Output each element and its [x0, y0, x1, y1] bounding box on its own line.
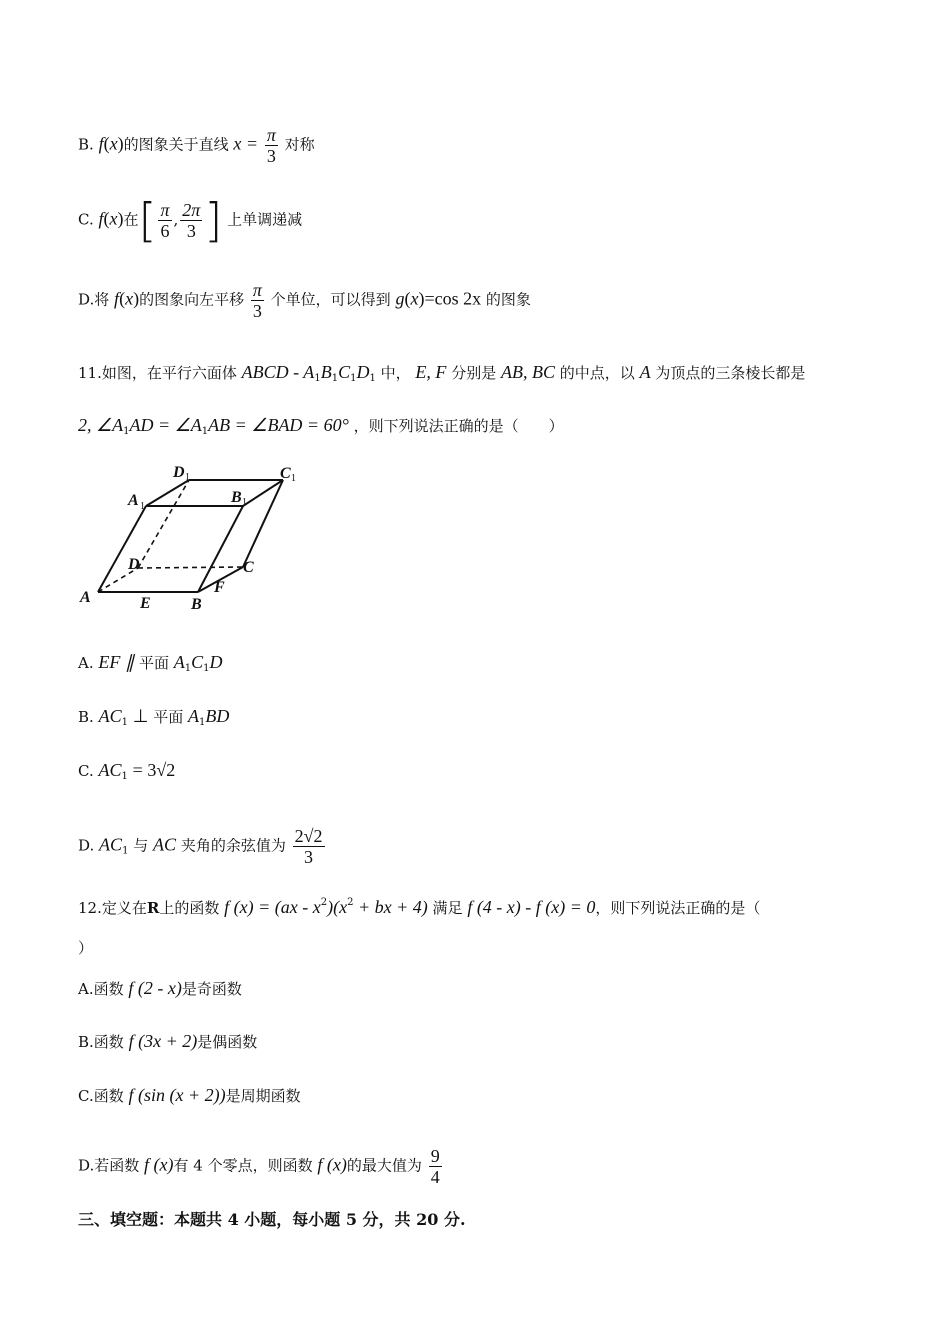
- math-x: x: [410, 288, 419, 309]
- question-text: 的中点，以: [559, 364, 635, 382]
- right-bracket: ]: [204, 193, 223, 248]
- question-text: ）: [78, 939, 94, 957]
- option-prefix: C.函数: [78, 1087, 124, 1105]
- math-abbc: AB, BC: [500, 362, 555, 382]
- math-x: x: [109, 208, 118, 229]
- option-text: 的图象向左平移: [139, 290, 245, 309]
- fraction: [293, 826, 325, 867]
- math-a: A: [639, 362, 651, 382]
- question-text: ，则下列说法正确的是（ ）: [353, 417, 564, 435]
- math-rhs: =cos 2x: [424, 288, 482, 309]
- option-text: 是周期函数: [225, 1087, 301, 1105]
- denominator: 3: [180, 220, 202, 241]
- label-c: C: [243, 559, 254, 576]
- q12-option-c: [78, 1085, 301, 1106]
- math-expr: f (x): [144, 1154, 174, 1175]
- label-b: B: [191, 596, 202, 613]
- option-prefix: A.: [78, 654, 94, 672]
- option-text: 是偶函数: [197, 1033, 258, 1051]
- option-text: 平面: [138, 654, 169, 672]
- subscript: 1: [314, 373, 321, 384]
- question-text: 为顶点的三条棱长都是: [655, 364, 806, 382]
- q11-stem-line1: 11.如图，在平行六面体 ABCD - $A_1B_1C_1D_1$ 中， E, F 分别是 AB, BC 的中点，以 A 为顶点的三条棱长都是: [78, 362, 806, 384]
- numerator: π: [160, 200, 170, 220]
- math-condition: 2, ∠A: [78, 415, 124, 435]
- parallelepiped-figure: [76, 460, 316, 615]
- label-f: F: [214, 579, 225, 596]
- math-condition: AD = ∠A: [129, 415, 202, 435]
- math-f: f: [114, 288, 120, 309]
- question-text: 分别是: [451, 364, 497, 382]
- q11-stem-line2: [78, 415, 564, 442]
- label-d1: D: [173, 464, 185, 481]
- denominator: 6: [158, 220, 171, 241]
- subscript: 1: [201, 426, 209, 437]
- option-text: 的最大值为: [346, 1156, 422, 1175]
- option-text: 平面: [153, 708, 184, 726]
- question-stem: 12.定义在: [78, 899, 147, 917]
- q10-option-c: C. f(x)在[ $\frac{\pi}{6}$ , $\frac{2\pi}{3}$ ] 上单调递减: [78, 193, 303, 248]
- math-plane: A: [173, 652, 185, 672]
- math-function: f (x) = (ax - x: [224, 897, 321, 917]
- math-plane: D: [209, 652, 223, 672]
- subscript: 1: [123, 426, 130, 437]
- label-c1-sub: 1: [291, 473, 296, 484]
- math-xeq: x =: [233, 133, 259, 154]
- denominator: 3: [293, 846, 325, 867]
- label-e: E: [140, 595, 151, 612]
- option-prefix: D.: [78, 836, 95, 855]
- superscript: 2: [347, 897, 354, 908]
- math-value: = 3√2: [132, 760, 176, 780]
- option-text: 与: [133, 836, 149, 855]
- math-f: f: [98, 133, 104, 154]
- parallel-symbol: ∥: [125, 652, 135, 672]
- q11-option-b: [78, 706, 229, 733]
- numerator: π: [252, 280, 262, 300]
- math-x: x: [125, 288, 134, 309]
- subscript: 1: [203, 663, 210, 674]
- subscript: 1: [350, 373, 357, 384]
- subscript: 1: [184, 663, 192, 674]
- question-stem: 11.如图，在平行六面体: [78, 364, 237, 382]
- math-function: + bx + 4): [353, 897, 428, 917]
- option-prefix: B.函数: [78, 1033, 124, 1051]
- math-solid: ABCD - A: [241, 362, 315, 382]
- option-prefix: C.: [78, 762, 94, 780]
- label-a1: A: [128, 492, 139, 509]
- subscript: 1: [121, 717, 128, 728]
- math-ef: EF: [98, 652, 121, 672]
- math-expr: f (x): [317, 1154, 347, 1175]
- fraction: [158, 200, 171, 241]
- numerator: 9: [430, 1146, 440, 1166]
- option-prefix: A.函数: [78, 980, 124, 998]
- q12-option-a: [78, 978, 242, 999]
- option-text: 夹角的余弦值为: [180, 836, 286, 855]
- denominator: 4: [430, 1167, 440, 1187]
- fraction: [251, 280, 264, 321]
- math-condition: f (4 - x) - f (x) = 0: [467, 897, 596, 917]
- q11-option-c: [78, 760, 175, 787]
- q12-option-d: [78, 1146, 444, 1187]
- superscript: 2: [320, 897, 328, 908]
- label-c1: C: [280, 465, 291, 482]
- q10-option-b: B. f(x)的图象关于直线 x = $\frac{\pi}{3}$ 对称: [78, 125, 315, 166]
- math-ac: AC: [153, 834, 177, 855]
- question-text: 上的函数: [159, 899, 220, 917]
- subscript: 1: [121, 771, 128, 782]
- option-prefix: D.将: [78, 290, 110, 309]
- subscript: 1: [122, 845, 129, 857]
- q12-stem-line1: [78, 893, 760, 918]
- option-text: 在: [123, 210, 139, 229]
- math-x: x: [109, 133, 118, 154]
- math-ac: AC: [99, 834, 123, 855]
- math-plane: C: [191, 652, 204, 672]
- option-text: 上单调递减: [227, 210, 303, 229]
- section-heading: [78, 1210, 466, 1230]
- edge-dc-hidden: [138, 567, 243, 568]
- fraction: [429, 1146, 442, 1187]
- numerator: 2√2: [294, 826, 323, 846]
- option-prefix: B.: [78, 135, 94, 154]
- label-d: D: [128, 556, 140, 573]
- label-d1-sub: 1: [185, 472, 190, 483]
- reals-symbol: R: [146, 899, 160, 917]
- label-a1-sub: 1: [140, 501, 145, 512]
- label-b1-sub: 1: [242, 497, 247, 508]
- math-ef: E, F: [415, 362, 447, 382]
- label-b1: B: [231, 489, 242, 506]
- option-text: 的图象: [485, 290, 531, 309]
- math-expr: f (2 - x): [128, 978, 182, 998]
- option-text: 是奇函数: [181, 980, 242, 998]
- perpendicular-symbol: ⊥: [132, 706, 149, 726]
- option-prefix: B.: [78, 708, 94, 726]
- q12-stem-line2: [78, 938, 93, 958]
- label-a: A: [80, 589, 91, 606]
- question-text: 满足: [432, 899, 463, 917]
- denominator: 3: [251, 300, 264, 321]
- math-plane: A: [188, 706, 200, 726]
- edge-aa1: [98, 506, 146, 592]
- subscript: 1: [369, 373, 376, 384]
- option-text: 的图象关于直线: [123, 135, 229, 154]
- numerator: π: [266, 125, 276, 145]
- math-condition: AB = ∠BAD = 60°: [208, 415, 349, 435]
- subscript: 1: [199, 717, 206, 728]
- question-text: 中，: [380, 364, 411, 382]
- option-text: 对称: [284, 135, 315, 154]
- q11-option-a: [78, 652, 223, 679]
- edge-dd1-hidden: [138, 480, 189, 568]
- subscript: 1: [331, 373, 339, 384]
- math-plane: BD: [205, 706, 230, 726]
- option-prefix: D.若函数: [78, 1156, 140, 1175]
- option-text: 有 4 个零点，则函数: [173, 1156, 313, 1175]
- fraction: [180, 200, 202, 241]
- left-bracket: [: [138, 193, 157, 248]
- q10-option-d: D.将 f(x)的图象向左平移 $\frac{\pi}{3}$ 个单位，可以得到 g(x)=cos 2x 的图象: [78, 280, 531, 321]
- math-expr: f (3x + 2): [128, 1031, 198, 1051]
- denominator: 3: [265, 145, 278, 166]
- math-g: g: [395, 288, 405, 309]
- q11-option-d: [78, 826, 327, 867]
- option-text: 个单位，可以得到: [270, 290, 391, 309]
- q12-option-b: [78, 1031, 257, 1052]
- math-f: f: [98, 208, 104, 229]
- fraction: [265, 125, 278, 166]
- math-function: )(x: [327, 897, 348, 917]
- math-ac: AC: [98, 706, 122, 726]
- numerator: 2π: [182, 200, 201, 220]
- math-ac: AC: [98, 760, 122, 780]
- math-expr: f (sin (x + 2)): [128, 1085, 226, 1105]
- question-text: ，则下列说法正确的是（: [595, 899, 761, 917]
- section-title: 三、填空题：本题共 4 小题，每小题 5 分，共 20 分.: [78, 1210, 466, 1229]
- edge-a1d1: [146, 480, 189, 506]
- option-prefix: C.: [78, 210, 94, 229]
